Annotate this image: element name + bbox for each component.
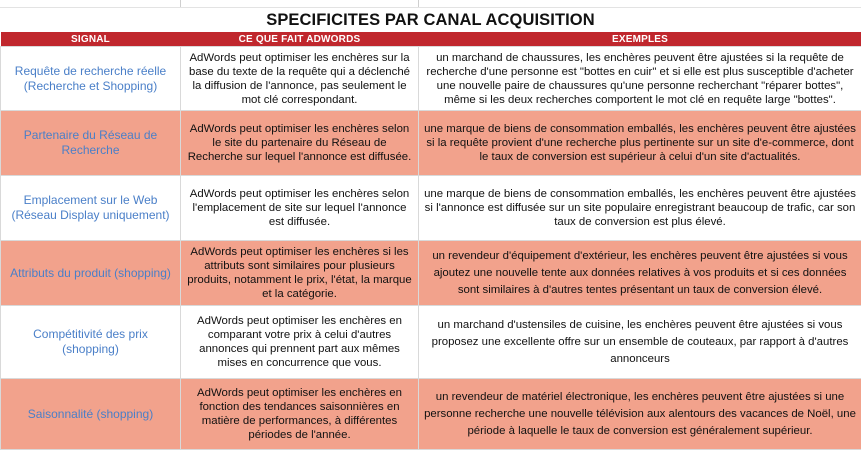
table-row: [1, 306, 861, 379]
description-cell[interactable]: AdWords peut optimiser les enchères selon le site du partenaire du Réseau de Recherche sur lequel l'annonce est diffusée.: [181, 111, 419, 176]
signal-cell[interactable]: Saisonnalité (shopping): [1, 379, 181, 450]
column-divider: [180, 0, 181, 7]
signal-cell[interactable]: Compétitivité des prix (shopping): [1, 306, 181, 379]
table-row: [1, 111, 861, 176]
sheet-title: SPECIFICITES PAR CANAL ACQUISITION: [266, 11, 595, 29]
signal-cell[interactable]: Partenaire du Réseau de Recherche: [1, 111, 181, 176]
table-row: [1, 241, 861, 306]
table-row: [1, 176, 861, 241]
description-cell[interactable]: AdWords peut optimiser les enchères sur la base du texte de la requête qui a déclenché la diffusion de l'annonce, pas seulement le mot clé correspondant.: [181, 47, 419, 111]
signals-table: [0, 32, 861, 450]
example-cell[interactable]: une marque de biens de consommation emballés, les enchères peuvent être ajustées si l'annonce est diffusée sur un site populaire enregistrant beaucoup de trafic, car son taux de conversion est plus élevé.: [419, 176, 861, 241]
header-examples: EXEMPLES: [419, 32, 861, 47]
column-divider: [418, 0, 419, 7]
table-row: [1, 47, 861, 111]
description-cell[interactable]: AdWords peut optimiser les enchères en comparant votre prix à celui d'autres annonces qui prennent part aux mêmes mises en concurrence que vous.: [181, 306, 419, 379]
example-cell[interactable]: un marchand de chaussures, les enchères peuvent être ajustées si la requête de recherche d'une personne est "bottes en cuir" et si elle est plus susceptible d'acheter une nouvelle paire de chaussures qu'une personne recherchant "réparer bottes", même si les deux recherches comportent le mot clé en requête large "bottes".: [419, 47, 861, 111]
example-cell[interactable]: un marchand d'ustensiles de cuisine, les enchères peuvent être ajustées si vous proposez une excellente offre sur un ensemble de couteaux, par rapport à d'autres annonceurs: [419, 306, 861, 379]
description-cell[interactable]: AdWords peut optimiser les enchères en fonction des tendances saisonnières en matière de performances, à différentes périodes de l'année.: [181, 379, 419, 450]
signal-cell[interactable]: Requête de recherche réelle (Recherche et Shopping): [1, 47, 181, 111]
example-cell[interactable]: une marque de biens de consommation emballés, les enchères peuvent être ajustées si la requête provient d'une recherche plus pertinente sur un site d'e-commerce, dont le taux de conversion est supérieur à celui d'un site d'actualités.: [419, 111, 861, 176]
signal-cell[interactable]: Emplacement sur le Web (Réseau Display uniquement): [1, 176, 181, 241]
example-cell[interactable]: un revendeur de matériel électronique, les enchères peuvent être ajustées si une personne recherche une nouvelle télévision aux alentours des vacances de Noël, une période à laquelle le taux de conversion est généralement supérieur.: [419, 379, 861, 450]
spreadsheet-top-strip: [0, 0, 861, 8]
description-cell[interactable]: AdWords peut optimiser les enchères selon l'emplacement de site sur lequel l'annonce est diffusée.: [181, 176, 419, 241]
header-what-adwords-does: CE QUE FAIT ADWORDS: [181, 32, 419, 47]
header-row: [1, 32, 861, 47]
example-cell[interactable]: un revendeur d'équipement d'extérieur, les enchères peuvent être ajustées si vous ajoutez une nouvelle tente aux données relatives à vos produits et si ces données sont similaires à d'autres tentes présentant un taux de conversion élevé.: [419, 241, 861, 306]
description-cell[interactable]: AdWords peut optimiser les enchères si les attributs sont similaires pour plusieurs produits, notamment le prix, l'état, la marque et la catégorie.: [181, 241, 419, 306]
table-row: [1, 379, 861, 450]
header-signal: SIGNAL: [1, 32, 181, 47]
signal-cell[interactable]: Attributs du produit (shopping): [1, 241, 181, 306]
